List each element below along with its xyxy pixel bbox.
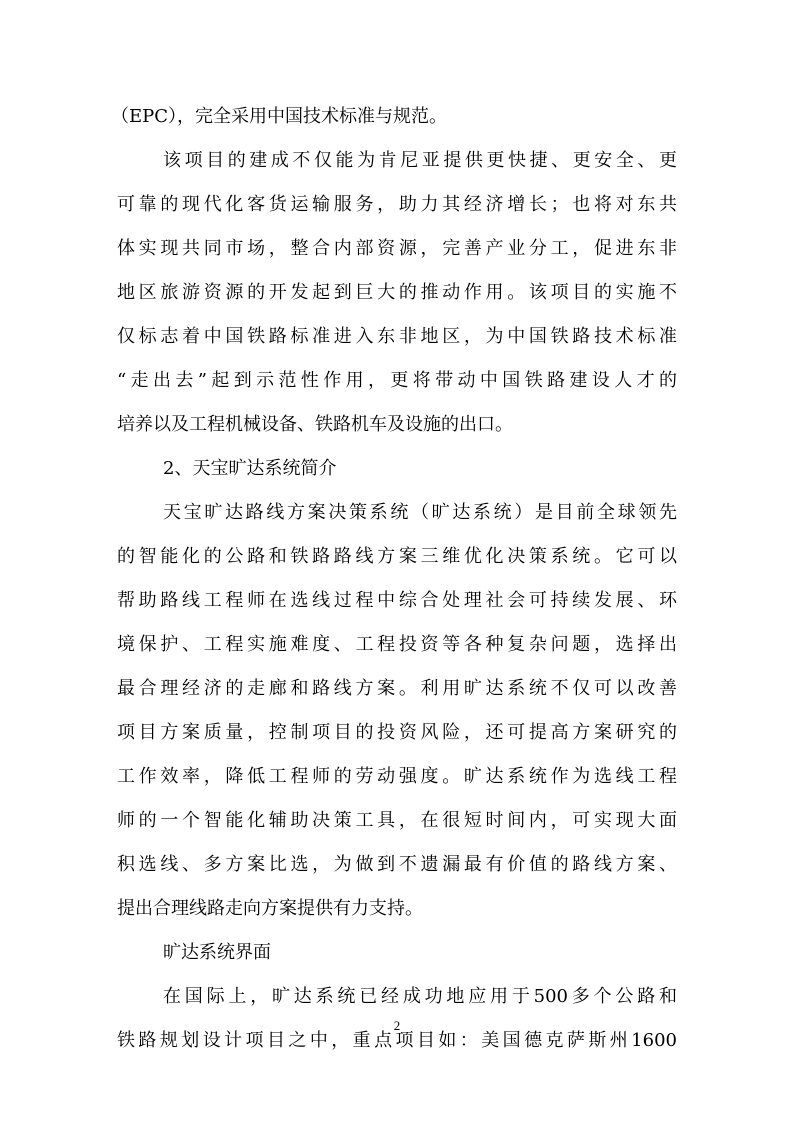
text-line: 该项目的建成不仅能为肯尼亚提供更快捷、更安全、更 [163,150,677,171]
text-line: 积选线、多方案比选，为做到不遗漏最有价值的路线方案、 [117,854,677,875]
text-line: 体实现共同市场，整合内部资源，完善产业分工，促进东非 [117,238,677,259]
page-number: 2 [393,1018,401,1033]
text-line: 境保护、工程实施难度、工程投资等各种复杂问题，选择出 [117,634,677,655]
text-line: 工作效率，降低工程师的劳动强度。旷达系统作为选线工程 [117,766,677,787]
text-line: 师的一个智能化辅助决策工具，在很短时间内，可实现大面 [117,810,677,831]
text-line: 项目方案质量，控制项目的投资风险，还可提高方案研究的 [117,722,677,743]
text-line: （EPC），完全采用中国技术标准与规范。 [111,106,448,127]
text-line: 地区旅游资源的开发起到巨大的推动作用。该项目的实施不 [117,282,677,303]
text-line: 培养以及工程机械设备、铁路机车及设施的出口。 [117,414,513,435]
text-line: 提出合理线路走向方案提供有力支持。 [117,898,423,919]
text-line: 仅标志着中国铁路标准进入东非地区，为中国铁路技术标准 [117,326,677,347]
text-line: “走出去”起到示范性作用，更将带动中国铁路建设人才的 [117,370,677,391]
figure-caption: 旷达系统界面 [163,942,271,963]
text-line: 可靠的现代化客货运输服务，助力其经济增长；也将对东共 [117,194,677,215]
text-line: 天宝旷达路线方案决策系统（旷达系统）是目前全球领先 [163,502,677,523]
text-line: 铁路规划设计项目之中，重点项目如：美国德克萨斯州1600 [117,1030,677,1051]
text-line: 的智能化的公路和铁路路线方案三维优化决策系统。它可以 [117,546,677,567]
document-body [111,95,677,1063]
text-line: 帮助路线工程师在选线过程中综合处理社会可持续发展、环 [117,590,677,611]
section-heading: 2、天宝旷达系统简介 [163,458,337,479]
text-line: 在国际上，旷达系统已经成功地应用于500多个公路和 [163,986,677,1007]
text-line: 最合理经济的走廊和路线方案。利用旷达系统不仅可以改善 [117,678,677,699]
